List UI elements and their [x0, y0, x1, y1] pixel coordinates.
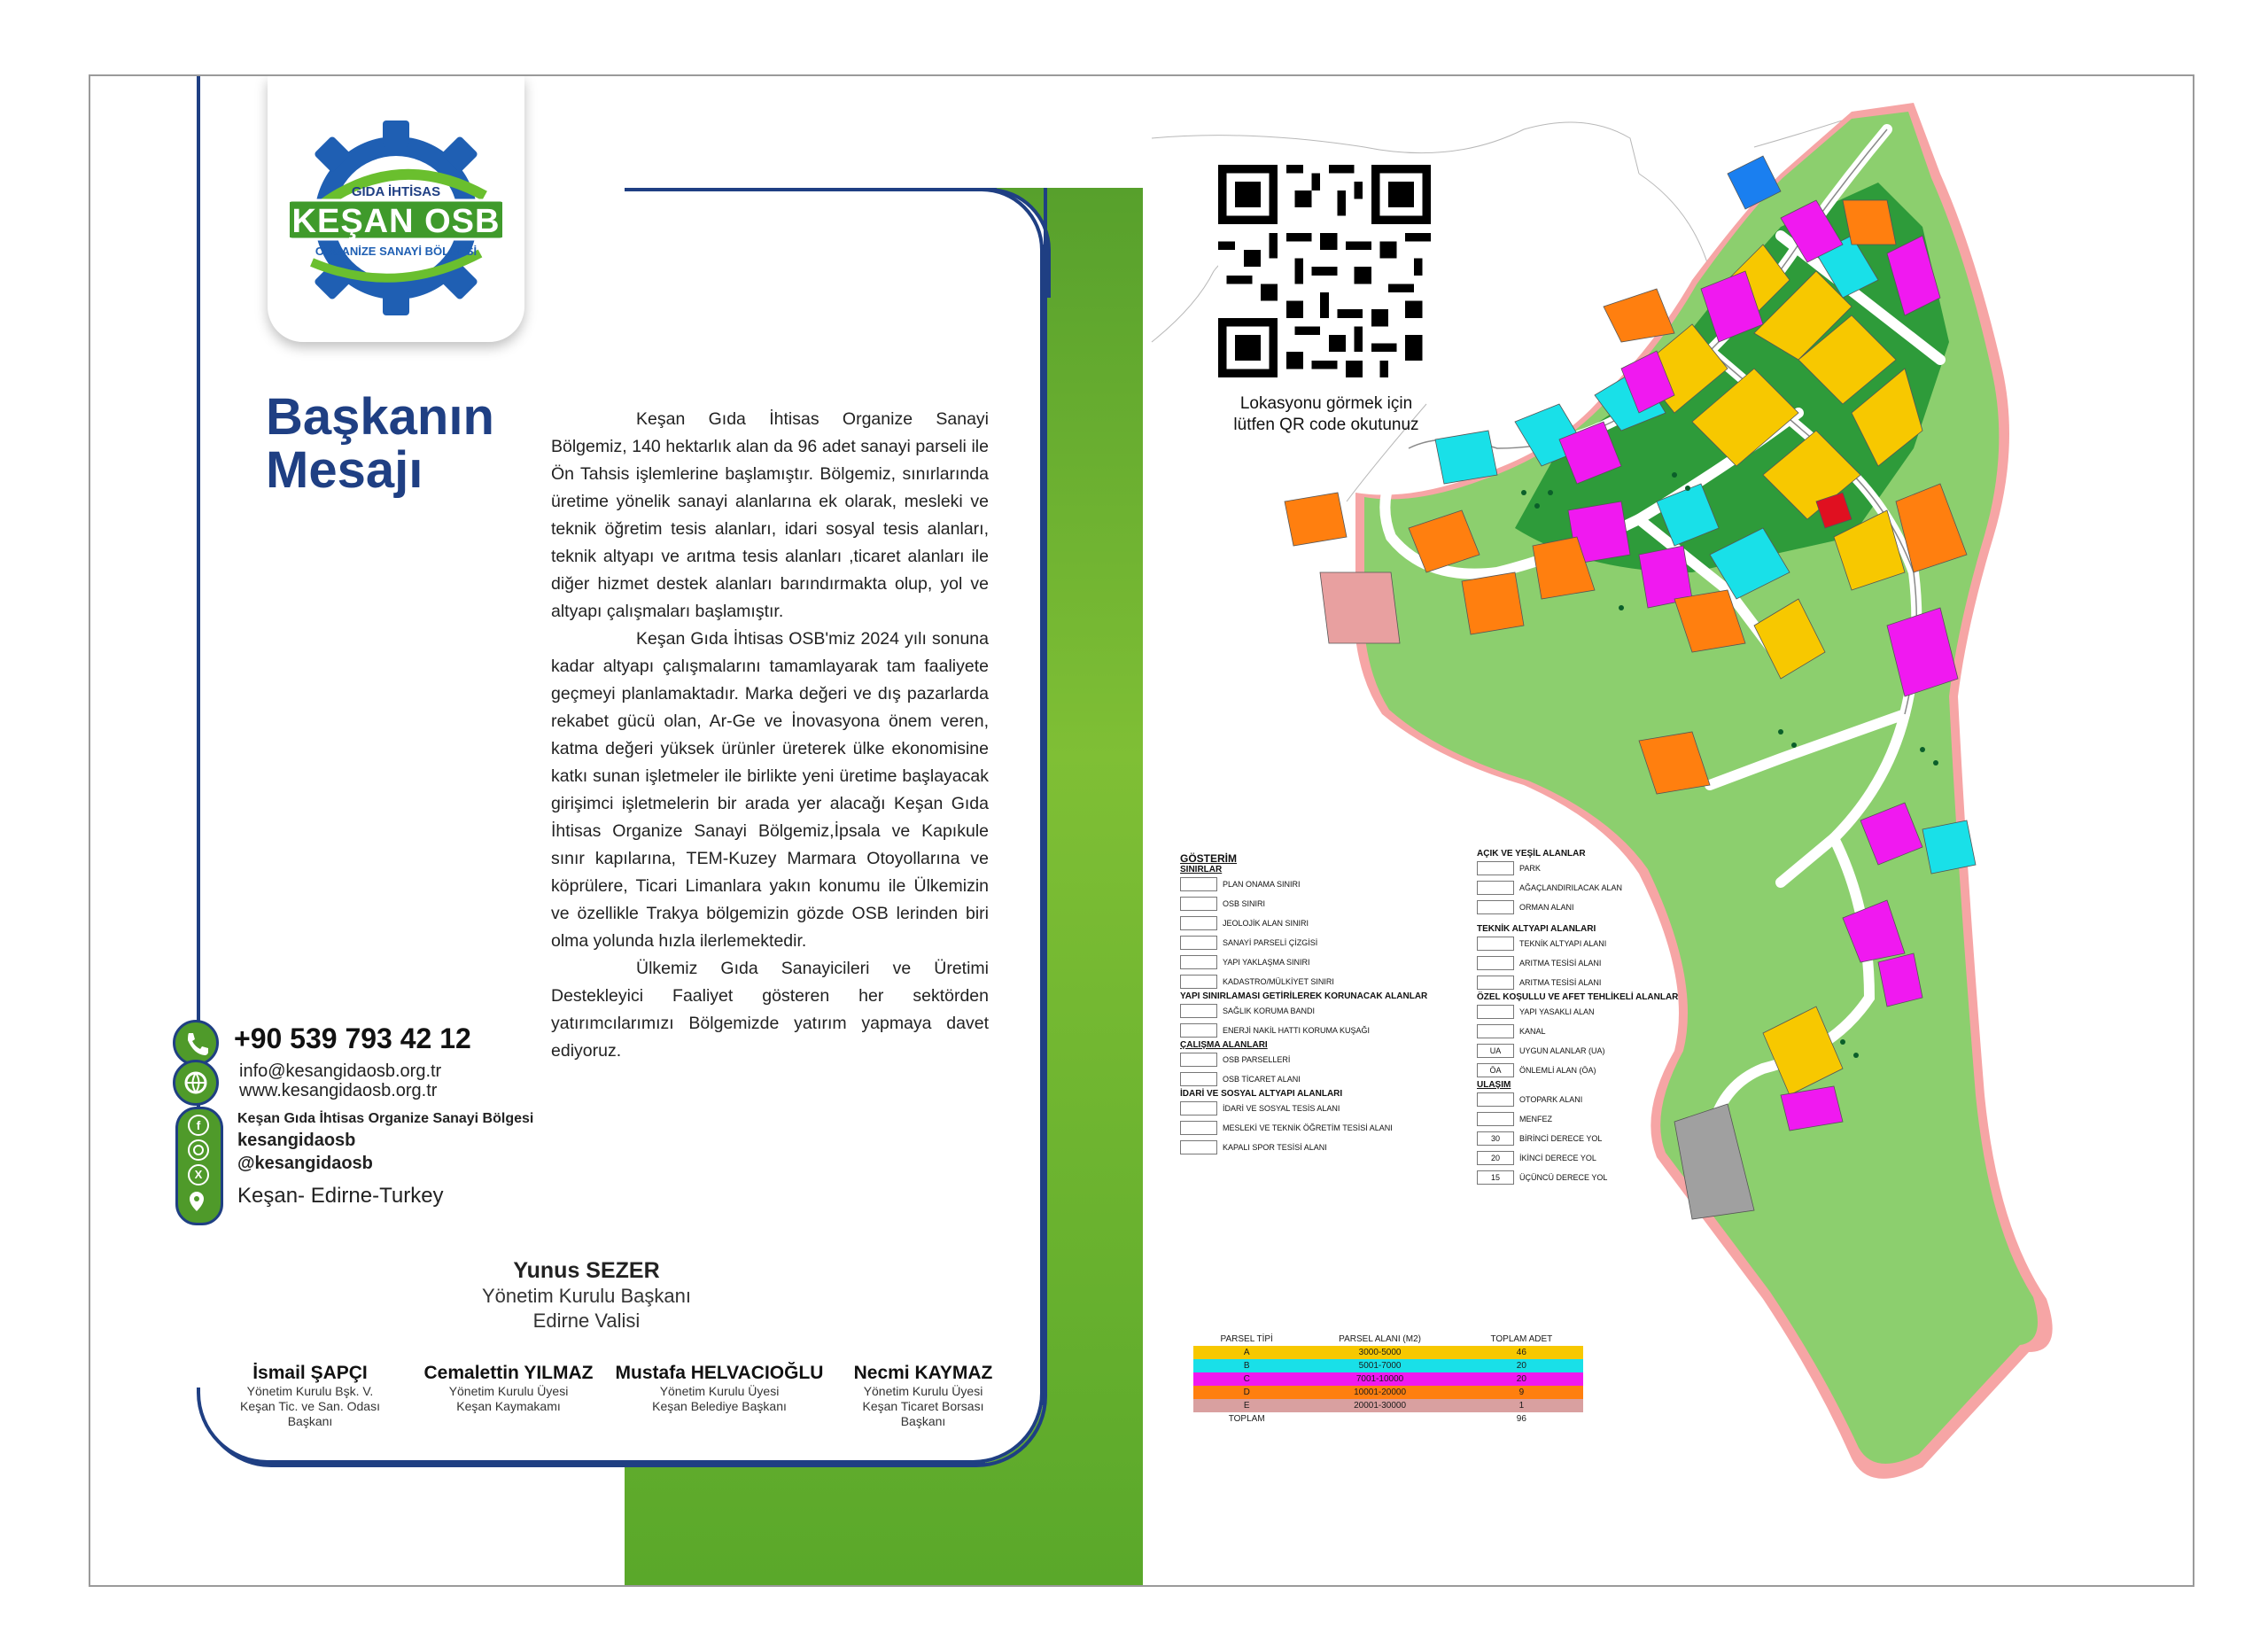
member-role: Keşan Kaymakamı — [456, 1399, 561, 1413]
legend-item — [1477, 953, 1778, 973]
legend-swatch — [1180, 897, 1217, 911]
card-bottom-edge — [250, 1460, 985, 1464]
column-header: PARSEL TİPİ — [1220, 1334, 1273, 1344]
legend-item — [1180, 1001, 1481, 1021]
legend-swatch — [1477, 861, 1514, 875]
legend-swatch: 20 — [1477, 1151, 1514, 1165]
facebook-icon[interactable]: f — [188, 1115, 209, 1136]
legend-label: TEKNİK ALTYAPI ALANI — [1519, 939, 1607, 948]
legend-label: OSB TİCARET ALANI — [1223, 1075, 1301, 1084]
member-role: Başkanı — [900, 1414, 946, 1428]
page-title — [266, 388, 494, 499]
legend-label: ÜÇÜNCÜ DERECE YOL — [1519, 1173, 1608, 1182]
legend-swatch — [1477, 1112, 1514, 1126]
map-legend-right — [1477, 849, 1778, 1187]
legend-swatch — [1180, 1101, 1217, 1116]
location-icon — [188, 1191, 206, 1209]
parcel-count: 46 — [1516, 1348, 1526, 1357]
legend-section: ULAŞIM — [1477, 1080, 1511, 1090]
member-role: Yönetim Kurulu Bşk. V. — [246, 1384, 374, 1398]
logo-main-text: KEŞAN OSB — [291, 203, 501, 240]
member-role: Yönetim Kurulu Üyesi — [659, 1384, 780, 1398]
legend-label: İKİNCİ DERECE YOL — [1519, 1154, 1596, 1162]
table-row — [1193, 1359, 1583, 1372]
table-row — [1193, 1372, 1583, 1386]
member-role: Yönetim Kurulu Üyesi — [448, 1384, 569, 1398]
legend-title: GÖSTERİM — [1180, 852, 1238, 865]
legend-label: JEOLOJİK ALAN SINIRI — [1223, 919, 1309, 928]
legend-section: İDARİ VE SOSYAL ALTYAPI ALANLARI — [1180, 1089, 1343, 1099]
qr-caption-line: Lokasyonu görmek için — [1239, 394, 1413, 413]
legend-item — [1180, 933, 1481, 952]
legend-label: ORMAN ALANI — [1519, 903, 1574, 912]
legend-label: OSB SINIRI — [1223, 899, 1266, 908]
signatory-name: Yunus SEZER — [513, 1258, 660, 1283]
legend-item — [1477, 1148, 1778, 1168]
legend-swatch — [1180, 877, 1217, 891]
legend-item — [1180, 894, 1481, 913]
legend-item — [1477, 1109, 1778, 1129]
title-line-1: Başkanın — [266, 388, 494, 446]
website-link[interactable]: www.kesangidaosb.org.tr — [239, 1081, 438, 1100]
legend-label: KANAL — [1519, 1027, 1546, 1036]
legend-item — [1477, 859, 1778, 878]
legend-label: KADASTRO/MÜLKİYET SINIRI — [1223, 977, 1334, 986]
table-header-row — [1193, 1333, 1583, 1346]
email-link[interactable]: info@kesangidaosb.org.tr — [239, 1061, 442, 1081]
globe-icon — [173, 1060, 219, 1106]
parcel-area: 10001-20000 — [1354, 1388, 1407, 1397]
member-name: Mustafa HELVACIOĞLU — [615, 1363, 824, 1383]
legend-swatch: 30 — [1477, 1131, 1514, 1146]
legend-swatch — [1180, 1004, 1217, 1018]
table-row-total — [1193, 1412, 1583, 1426]
member-role: Keşan Ticaret Borsası — [862, 1399, 984, 1413]
member-role: Yönetim Kurulu Üyesi — [863, 1384, 983, 1398]
instagram-icon[interactable] — [188, 1139, 209, 1161]
facebook-name[interactable]: Keşan Gıda İhtisas Organize Sanayi Bölgesi — [237, 1111, 534, 1126]
parcel-area: 3000-5000 — [1358, 1348, 1402, 1357]
member-name: İsmail ŞAPÇI — [252, 1363, 368, 1383]
legend-swatch — [1477, 1024, 1514, 1038]
member-name: Necmi KAYMAZ — [853, 1363, 993, 1383]
legend-item — [1477, 934, 1778, 953]
parcel-count: 1 — [1518, 1401, 1525, 1411]
legend-label: ARITMA TESİSİ ALANI — [1519, 959, 1602, 968]
location-text: Keşan- Edirne-Turkey — [237, 1184, 444, 1208]
legend-section: ÖZEL KOŞULLU VE AFET TEHLİKELİ ALANLAR — [1477, 992, 1679, 1002]
legend-item — [1180, 1050, 1481, 1069]
legend-label: KAPALI SPOR TESİSİ ALANI — [1223, 1143, 1327, 1152]
legend-swatch — [1477, 937, 1514, 951]
board-member — [817, 1363, 1029, 1429]
legend-label: MENFEZ — [1519, 1115, 1552, 1123]
paragraph: Keşan Gıda İhtisas OSB'miz 2024 yılı sonuna kadar altyapı çalışmalarını tamamlayarak tam faaliyete geçmeyi planlamaktadır. Marka değeri ve dış pazarlarda rekabet gücü olan, Ar-Ge ve İnovasyona önem veren, katma değeri yüksek ürünler üreterek ülke ekonomisine katkı sunan işletmeler ile birlikte yeni üretime başlayacak girişimci işletmelerin bir arada yer alacağı Keşan Gıda İhtisas Organize Sanayi Bölgemiz,İpsala ve Kapıkule sınır kapılarına, TEM-Kuzey Marmara Otoyollarına ve köprülere, Ticari Limanlara yakın konumu ile Ülkemizin ve özellikle Trakya bölgemizin gözde OSB lerinden biri olma yolunda hızla ilerlemektedir. — [551, 629, 989, 951]
qr-caption-line: lütfen QR code okutunuz — [1233, 416, 1419, 434]
parcel-area: 20001-30000 — [1354, 1401, 1407, 1411]
legend-section: ÇALIŞMA ALANLARI — [1180, 1040, 1268, 1050]
message-body — [551, 406, 989, 1065]
legend-item — [1477, 1041, 1778, 1061]
legend-item — [1180, 913, 1481, 933]
qr-code-icon — [1218, 165, 1431, 377]
map-legend-left — [1180, 852, 1481, 1157]
legend-item — [1180, 1069, 1481, 1089]
board-member — [204, 1363, 416, 1429]
board-member — [402, 1363, 615, 1414]
legend-swatch — [1180, 936, 1217, 950]
legend-item — [1477, 1002, 1778, 1022]
legend-label: ÖNLEMLİ ALAN (ÖA) — [1519, 1066, 1596, 1075]
table-row — [1193, 1346, 1583, 1359]
legend-item — [1477, 1090, 1778, 1109]
legend-label: ARITMA TESİSİ ALANI — [1519, 978, 1602, 987]
legend-swatch — [1180, 1072, 1217, 1086]
parcel-count: 20 — [1516, 1374, 1526, 1384]
signatory-title: Yönetim Kurulu Başkanı — [481, 1285, 692, 1307]
logo-card — [268, 76, 524, 342]
legend-swatch — [1477, 900, 1514, 914]
legend-section: SINIRLAR — [1180, 865, 1223, 875]
parcel-table — [1193, 1333, 1583, 1426]
signatory-office: Edirne Valisi — [532, 1310, 641, 1332]
legend-section: AÇIK VE YEŞİL ALANLAR — [1477, 849, 1586, 859]
logo-sub-text: ORGANİZE SANAYİ BÖLGESİ — [315, 245, 478, 258]
legend-swatch — [1180, 975, 1217, 989]
legend-swatch — [1477, 976, 1514, 990]
legend-item — [1180, 1118, 1481, 1138]
legend-label: UYGUN ALANLAR (UA) — [1519, 1046, 1605, 1055]
table-row — [1193, 1386, 1583, 1399]
x-icon[interactable]: X — [188, 1164, 209, 1185]
legend-item — [1477, 898, 1778, 917]
legend-swatch — [1477, 1005, 1514, 1019]
qr-caption — [1198, 393, 1455, 436]
legend-item — [1180, 952, 1481, 972]
legend-label: OSB PARSELLERİ — [1223, 1055, 1291, 1064]
legend-item — [1180, 1138, 1481, 1157]
paragraph: Ülkemiz Gıda Sanayicileri ve Üretimi Destekleyici Faaliyet gösteren her sektörden yatırımcılarımızı Bölgemizde yatırım yapmaya davet ediyoruz. — [551, 959, 989, 1061]
parcel-area: 5001-7000 — [1358, 1361, 1402, 1371]
legend-label: PARK — [1519, 864, 1541, 873]
legend-label: SAĞLIK KORUMA BANDI — [1223, 1007, 1316, 1015]
parcel-count: 20 — [1516, 1361, 1526, 1371]
total-count: 96 — [1516, 1414, 1526, 1424]
legend-swatch — [1477, 956, 1514, 970]
total-spacer — [1300, 1412, 1459, 1426]
parcel-count: 9 — [1518, 1388, 1525, 1397]
legend-swatch — [1180, 916, 1217, 930]
brochure-sheet — [89, 74, 2194, 1587]
legend-item — [1477, 1168, 1778, 1187]
table-row — [1193, 1399, 1583, 1412]
legend-item — [1477, 973, 1778, 992]
legend-swatch: ÖA — [1477, 1063, 1514, 1077]
legend-item — [1477, 1022, 1778, 1041]
legend-label: SANAYİ PARSELİ ÇİZGİSİ — [1223, 938, 1318, 947]
member-role: Keşan Belediye Başkanı — [652, 1399, 787, 1413]
legend-label: ENERJİ NAKİL HATTI KORUMA KUŞAĞI — [1223, 1026, 1371, 1035]
legend-label: YAPI YASAKLI ALAN — [1519, 1007, 1595, 1016]
legend-swatch — [1180, 1023, 1217, 1038]
legend-item — [1180, 1021, 1481, 1040]
column-header: TOPLAM ADET — [1490, 1334, 1553, 1344]
legend-swatch — [1477, 881, 1514, 895]
member-name: Cemalettin YILMAZ — [423, 1363, 594, 1383]
legend-item — [1477, 1061, 1778, 1080]
parcel-type: B — [1243, 1361, 1250, 1371]
phone-number[interactable]: +90 539 793 42 12 — [234, 1022, 471, 1054]
board-member — [604, 1363, 835, 1414]
legend-swatch: 15 — [1477, 1170, 1514, 1185]
legend-label: BİRİNCİ DERECE YOL — [1519, 1134, 1603, 1143]
band-top-white — [625, 76, 1143, 188]
qr-code[interactable] — [1218, 165, 1431, 377]
member-role: Başkanı — [287, 1414, 333, 1428]
legend-item — [1477, 878, 1778, 898]
parcel-type: D — [1243, 1388, 1250, 1397]
total-label: TOPLAM — [1228, 1414, 1265, 1424]
legend-item — [1180, 972, 1481, 991]
legend-item — [1180, 1099, 1481, 1118]
column-header: PARSEL ALANI (M2) — [1339, 1334, 1421, 1344]
legend-label: OTOPARK ALANI — [1519, 1095, 1583, 1104]
parcel-type: A — [1243, 1348, 1250, 1357]
title-line-2: Mesajı — [266, 441, 423, 499]
parcel-area: 7001-10000 — [1355, 1374, 1404, 1384]
legend-item — [1477, 1129, 1778, 1148]
paragraph: Keşan Gıda İhtisas Organize Sanayi Bölgemiz, 140 hektarlık alan da 96 adet sanayi parseli ile Ön Tahsis işlemlerine başlamıştır. Bölgemiz, sınırlarında üretime yönelik sanayi alanlarına ek olarak, mesleki ve teknik öğretim tesis alanları, idari sosyal tesis alanları, teknik altyapı ve arıtma tesis alanları ,ticaret alanları ile diğer hizmet destek alanları barındırmakta olup, yol ve altyapı çalışmaları başlamıştır. — [551, 409, 989, 621]
legend-swatch: UA — [1477, 1044, 1514, 1058]
instagram-handle[interactable]: kesangidaosb — [237, 1131, 356, 1150]
member-role: Keşan Tic. ve San. Odası — [240, 1399, 380, 1413]
legend-swatch — [1180, 1140, 1217, 1154]
legend-swatch — [1180, 955, 1217, 969]
signature-block — [409, 1258, 764, 1333]
legend-label: YAPI YAKLAŞMA SINIRI — [1223, 958, 1310, 967]
legend-swatch — [1180, 1053, 1217, 1067]
parcel-type: E — [1243, 1401, 1250, 1411]
legend-label: İDARİ VE SOSYAL TESİS ALANI — [1223, 1104, 1340, 1113]
legend-label: PLAN ONAMA SINIRI — [1223, 880, 1301, 889]
legend-section: TEKNİK ALTYAPI ALANLARI — [1477, 924, 1596, 934]
legend-label: AĞAÇLANDIRILACAK ALAN — [1519, 883, 1623, 892]
legend-swatch — [1180, 1121, 1217, 1135]
legend-item — [1180, 875, 1481, 894]
x-handle[interactable]: @kesangidaosb — [237, 1154, 373, 1173]
legend-section: YAPI SINIRLAMASI GETİRİLEREK KORUNACAK ALANLAR — [1180, 991, 1428, 1001]
legend-label: MESLEKİ VE TEKNİK ÖĞRETİM TESİSİ ALANI — [1223, 1123, 1393, 1132]
legend-swatch — [1477, 1092, 1514, 1107]
card-right-edge — [1040, 245, 1044, 1405]
parcel-type: C — [1243, 1374, 1250, 1384]
card-top-edge — [625, 188, 997, 191]
logo-top-text: GIDA İHTİSAS — [351, 184, 441, 199]
